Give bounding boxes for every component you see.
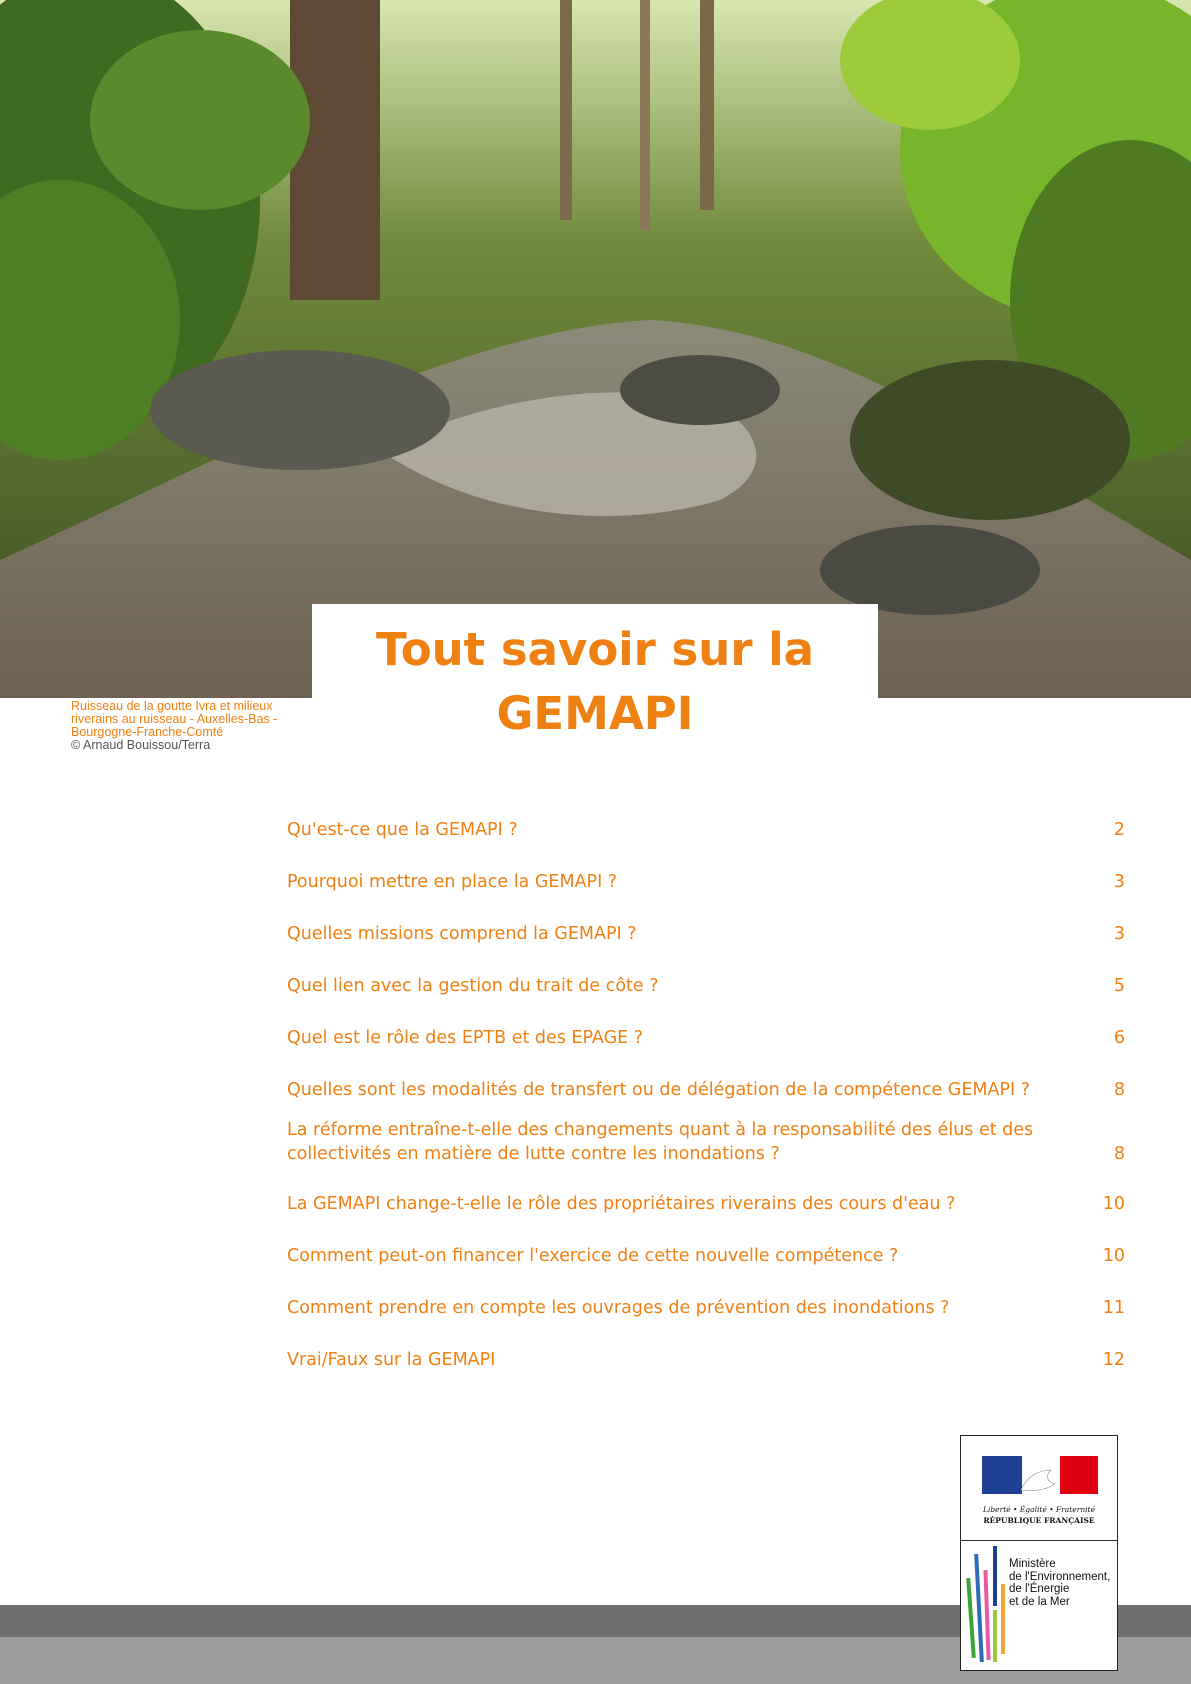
toc-item-page: 12 (1102, 1350, 1125, 1370)
toc-item[interactable] (287, 974, 1125, 998)
caption-credit: © Arnaud Bouissou/Terra (71, 738, 211, 752)
ministry-line-2: de l'Environnement, (1009, 1570, 1111, 1583)
ministry-stripes-icon (965, 1540, 1009, 1670)
cover-photo (0, 0, 1191, 698)
toc-item[interactable] (287, 1078, 1125, 1102)
toc-item-page: 6 (1113, 1028, 1125, 1048)
caption-line-2: riverains au ruisseau - Auxelles-Bas - (71, 712, 278, 726)
toc-item[interactable] (287, 1026, 1125, 1050)
ministry-logo (960, 1435, 1118, 1671)
toc-item-page: 3 (1113, 872, 1125, 892)
toc-item-label: La GEMAPI change-t-elle le rôle des propriétaires riverains des cours d'eau ? (287, 1194, 956, 1214)
caption-line-3: Bourgogne-Franche-Comté (71, 725, 224, 739)
cover-title (312, 618, 878, 746)
toc-item-label: Quel est le rôle des EPTB et des EPAGE ? (287, 1028, 644, 1048)
ministry-line-4: et de la Mer (1009, 1595, 1070, 1608)
toc-item-label: Quelles sont les modalités de transfert ou de délégation de la compétence GEMAPI ? (287, 1080, 1031, 1100)
caption-line-1: Ruisseau de la goutte Ivra et milieux (71, 699, 273, 713)
toc-item[interactable] (287, 1296, 1125, 1320)
logo-republic: RÉPUBLIQUE FRANÇAISE (983, 1516, 1095, 1525)
ministry-name (1009, 1558, 1117, 1608)
toc-item[interactable] (287, 818, 1125, 842)
toc-item-label: Vrai/Faux sur la GEMAPI (287, 1350, 496, 1370)
title-line-1: Tout savoir sur la (375, 623, 814, 676)
toc-item-page: 10 (1102, 1246, 1125, 1266)
toc-item-label: Quel lien avec la gestion du trait de côte ? (287, 976, 659, 996)
toc-item[interactable] (287, 1348, 1125, 1372)
toc-item[interactable] (287, 1192, 1125, 1216)
title-line-2: GEMAPI (496, 687, 694, 740)
toc-item-label: Comment peut-on financer l'exercice de cette nouvelle compétence ? (287, 1246, 899, 1266)
toc-item-page: 11 (1102, 1298, 1125, 1318)
toc-item-page: 5 (1113, 976, 1125, 996)
toc-item-label: Qu'est-ce que la GEMAPI ? (287, 820, 518, 840)
logo-motto: Liberté • Égalité • Fraternité (982, 1505, 1096, 1514)
toc-item-page: 2 (1113, 820, 1125, 840)
toc-item-label: La réforme entraîne-t-elle des changements quant à la responsabilité des élus et des collectivités en matière de lutte contre les inondations ? (287, 1120, 1034, 1164)
photo-caption (71, 700, 331, 752)
toc-item[interactable] (287, 1244, 1125, 1268)
toc-item-page: 3 (1113, 924, 1125, 944)
toc-item-label: Comment prendre en compte les ouvrages de prévention des inondations ? (287, 1298, 950, 1318)
toc-item[interactable] (287, 870, 1125, 894)
ministry-line-1: Ministère (1009, 1558, 1056, 1570)
toc-item-page: 8 (1113, 1144, 1125, 1164)
toc-item[interactable] (287, 1118, 1125, 1166)
toc-item-page: 10 (1102, 1194, 1125, 1214)
toc-item[interactable] (287, 922, 1125, 946)
ministry-line-3: de l'Énergie (1009, 1583, 1070, 1595)
toc-item-page: 8 (1113, 1080, 1125, 1100)
toc-item-label: Pourquoi mettre en place la GEMAPI ? (287, 872, 618, 892)
toc-item-label: Quelles missions comprend la GEMAPI ? (287, 924, 637, 944)
